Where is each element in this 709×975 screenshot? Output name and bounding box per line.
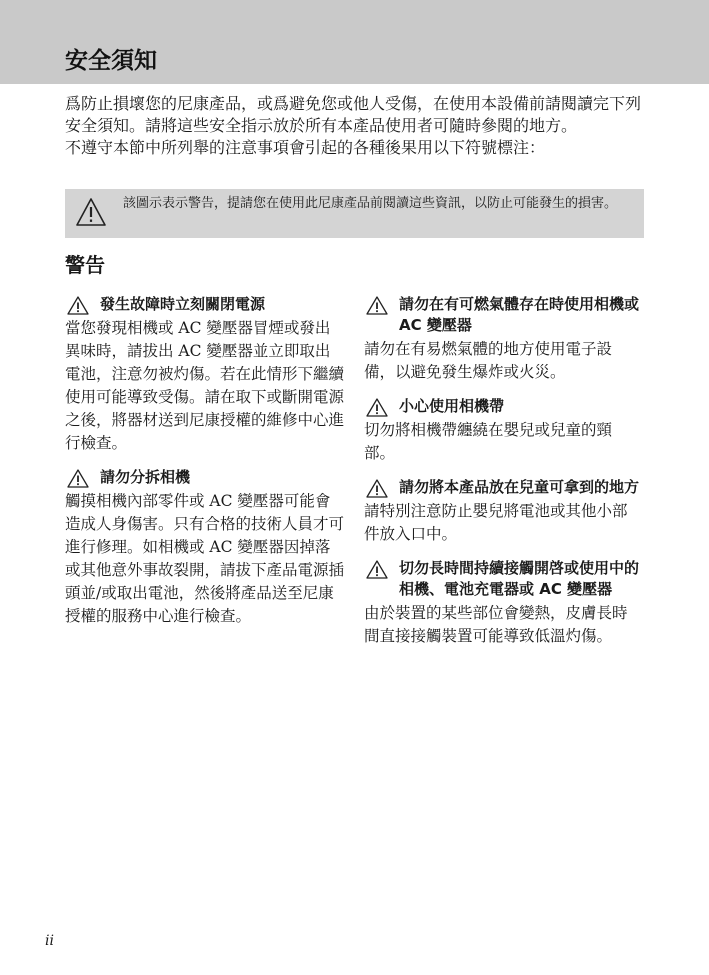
warning-body: 當您發現相機或 AC 變壓器冒煙或發出異味時，請拔出 AC 變壓器並立即取出電池，注意勿被灼傷。若在此情形下繼續使用可能導致受傷。請在取下或斷開電源之後，將器材送到尼康授權的維修中心進行檢查。	[65, 319, 345, 452]
warning-heading	[364, 477, 639, 498]
page-title: 安全須知	[65, 48, 157, 74]
left-column	[65, 294, 345, 640]
notice-box	[65, 189, 644, 238]
warning-item	[65, 294, 345, 455]
warning-triangle-icon	[67, 296, 89, 315]
warning-body: 請特別注意防止嬰兒將電池或其他小部件放入口中。	[364, 502, 628, 543]
warning-item	[364, 558, 639, 648]
header-bar	[0, 0, 709, 84]
warning-body: 觸摸相機內部零件或 AC 變壓器可能會造成人身傷害。只有合格的技術人員才可進行修理。如相機或 AC 變壓器因掉落或其他意外事故裂開，請拔下產品電源插頭並/或取出電池，然後將產品送至尼康授權的服務中心進行檢查。	[65, 492, 345, 625]
warning-heading-text: 請勿將本產品放在兒童可拿到的地方	[399, 478, 640, 496]
warning-heading-text: 發生故障時立刻關閉電源	[100, 295, 266, 313]
warning-triangle-icon	[366, 296, 388, 315]
warning-heading	[364, 396, 639, 417]
warning-item	[65, 467, 345, 628]
warning-heading-text: 請勿分拆相機	[100, 468, 191, 486]
section-title: 警告	[65, 253, 105, 277]
warning-item	[364, 396, 639, 465]
warning-triangle-icon	[366, 560, 388, 579]
intro-paragraph: 爲防止損壞您的尼康產品，或爲避免您或他人受傷，在使用本設備前請閱讀完下列安全須知。請將這些安全指示放於所有本產品使用者可隨時參閱的地方。	[65, 94, 642, 135]
warning-heading	[65, 467, 345, 488]
warning-triangle-icon	[366, 398, 388, 417]
intro	[65, 93, 645, 159]
warning-body: 切勿將相機帶纏繞在嬰兒或兒童的頸部。	[364, 421, 613, 462]
right-column	[364, 294, 639, 660]
warning-triangle-icon	[366, 479, 388, 498]
warning-triangle-icon	[67, 469, 89, 488]
warning-heading	[364, 558, 639, 600]
intro-paragraph: 不遵守本節中所列舉的注意事項會引起的各種後果用以下符號標注：	[65, 138, 546, 157]
page-number: ii	[45, 933, 54, 949]
warning-item	[364, 477, 639, 546]
warning-heading	[65, 294, 345, 315]
warning-heading-text: 小心使用相機帶	[399, 397, 505, 415]
warning-heading	[364, 294, 639, 336]
warning-item	[364, 294, 639, 384]
warning-triangle-icon	[75, 197, 107, 227]
notice-text: 該圖示表示警告，提請您在使用此尼康產品前閱讀這些資訊，以防止可能發生的損害。	[123, 196, 618, 211]
warning-heading-text: 切勿長時間持續接觸開啓或使用中的相機、電池充電器或 AC 變壓器	[399, 559, 640, 598]
warning-body: 請勿在有易燃氣體的地方使用電子設備，以避免發生爆炸或火災。	[364, 340, 613, 381]
warning-heading-text: 請勿在有可燃氣體存在時使用相機或 AC 變壓器	[399, 295, 640, 334]
warning-body: 由於裝置的某些部位會變熱，皮膚長時間直接接觸裝置可能導致低溫灼傷。	[364, 604, 628, 645]
